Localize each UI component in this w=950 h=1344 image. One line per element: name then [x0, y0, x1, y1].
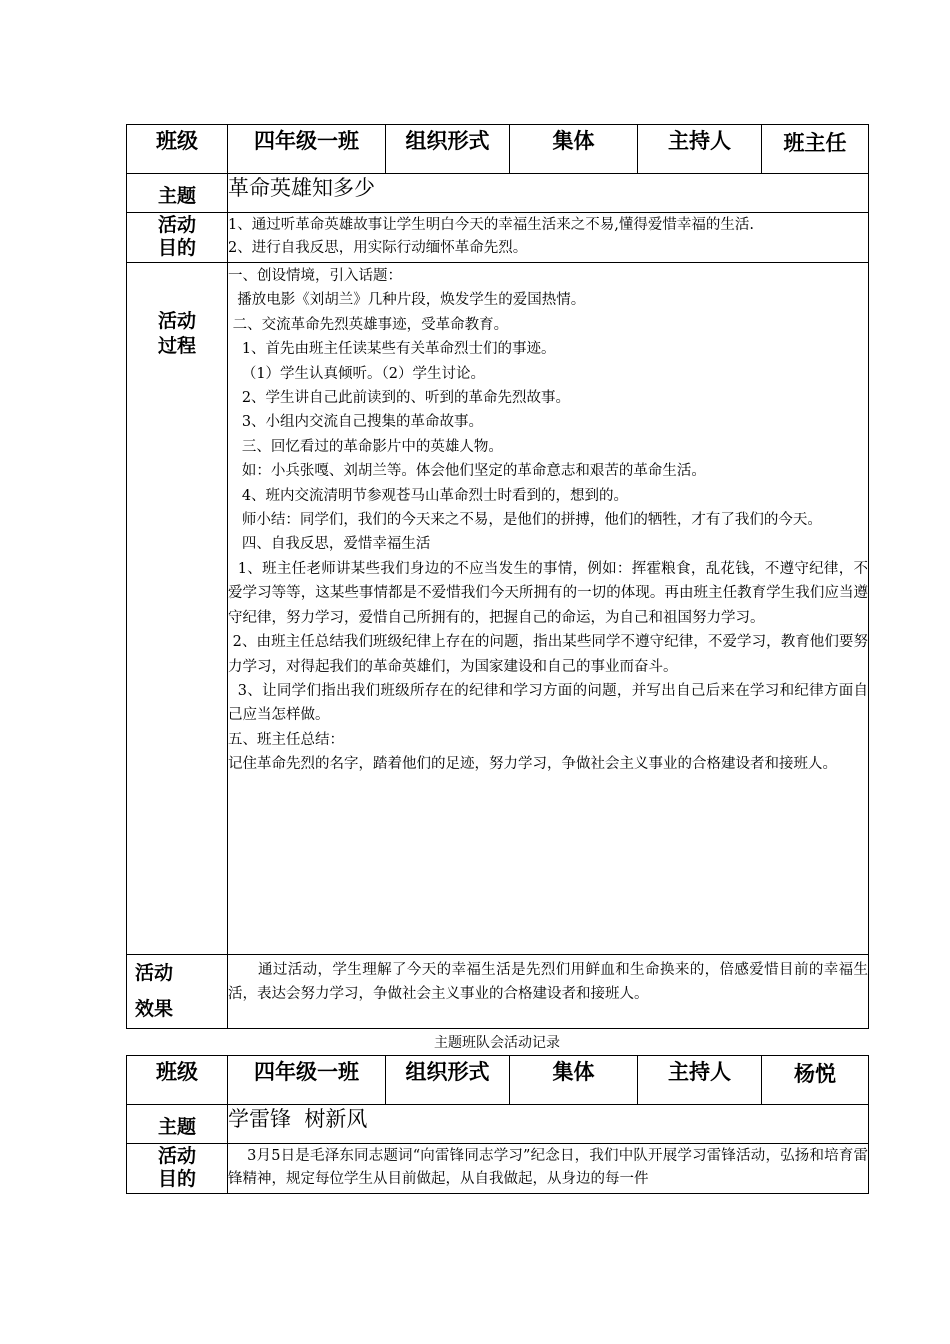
host-label: 主持人 [638, 125, 762, 174]
purpose-content [228, 213, 869, 263]
process-paragraph: 4、班内交流清明节参观苍马山革命烈士时看到的，想到的。 [228, 487, 629, 504]
effect-label-line-2: 效果 [135, 998, 174, 1020]
purpose-line-2: 2、进行自我反思，用实际行动缅怀革命先烈。 [228, 240, 528, 256]
effect-label-line-1: 活动 [135, 962, 174, 984]
process-paragraph: 五、班主任总结： [228, 731, 344, 748]
process-paragraph: 3、让同学们指出我们班级所存在的纪律和学习方面的问题，并写出自己后来在学习和纪律方面自己应当怎样做。 [228, 682, 868, 724]
process-paragraph: 一、创设情境，引入话题： [228, 268, 402, 284]
purpose-row [127, 1144, 869, 1194]
process-paragraph: 四、自我反思，爱惜幸福生活 [228, 536, 431, 553]
process-paragraph: 三、回忆看过的革命影片中的英雄人物。 [228, 438, 503, 455]
purpose-line-1: 1、通过听革命英雄故事让学生明白今天的幸福生活来之不易,懂得爱惜幸福的生活. [228, 217, 754, 233]
class-value: 四年级一班 [228, 125, 386, 174]
host-value: 班主任 [762, 125, 869, 174]
effect-label [127, 955, 228, 1029]
process-paragraph: 3、小组内交流自己搜集的革命故事。 [228, 414, 484, 431]
activity-record-table-1 [126, 124, 869, 1029]
class-value: 四年级一班 [228, 1056, 386, 1105]
topic-label: 主题 [127, 174, 228, 213]
class-label: 班级 [127, 125, 228, 174]
process-paragraph: 播放电影《刘胡兰》几种片段，焕发学生的爱国热情。 [228, 292, 586, 309]
topic-row [127, 1105, 869, 1144]
class-label: 班级 [127, 1056, 228, 1105]
host-label: 主持人 [638, 1056, 762, 1105]
effect-row [127, 955, 869, 1029]
process-content [228, 263, 869, 955]
process-paragraph: （1）学生认真倾听。（2）学生讨论。 [228, 365, 486, 382]
process-paragraph: 1、班主任老师讲某些我们身边的不应当发生的事情，例如：挥霍粮食，乱花钱，不遵守纪律，不爱学习等等，这某些事情都是不爱惜我们今天所拥有的一切的体现。再由班主任教育学生我们应当遵守纪律，努力学习，爱惜自己所拥有的，把握自己的命运，为自己和祖国努力学习。 [228, 560, 868, 626]
process-row [127, 263, 869, 955]
header-row [127, 125, 869, 174]
process-paragraph: 2、由班主任总结我们班级纪律上存在的问题，指出某些同学不遵守纪律，不爱学习，教育他们要努力学习，对得起我们的革命英雄们，为国家建设和自己的事业而奋斗。 [228, 634, 868, 675]
process-paragraph: 师小结：同学们，我们的今天来之不易，是他们的拼搏，他们的牺牲，才有了我们的今天。 [228, 512, 822, 529]
purpose-label [127, 1144, 228, 1194]
topic-value: 学雷锋 树新风 [228, 1105, 869, 1144]
process-paragraph: 如：小兵张嘎、刘胡兰等。体会他们坚定的革命意志和艰苦的革命生活。 [228, 463, 706, 480]
form-label: 组织形式 [386, 125, 510, 174]
activity-record-table-2 [126, 1055, 869, 1194]
purpose-row [127, 213, 869, 263]
process-paragraph: 记住革命先烈的名字，踏着他们的足迹，努力学习，争做社会主义事业的合格建设者和接班人。 [228, 756, 837, 773]
effect-content: 通过活动，学生理解了今天的幸福生活是先烈们用鲜血和生命换来的，倍感爱惜目前的幸福生活，表达会努力学习，争做社会主义事业的合格建设者和接班人。 [228, 955, 869, 1029]
process-paragraph: 1、首先由班主任读某些有关革命烈士们的事迹。 [228, 341, 556, 358]
process-label-line-2: 过程 [157, 335, 196, 357]
process-paragraph: 2、学生讲自己此前读到的、听到的革命先烈故事。 [228, 390, 571, 407]
topic-label: 主题 [127, 1105, 228, 1144]
process-label [127, 263, 228, 955]
purpose-label-line-1: 活动 [157, 1145, 196, 1167]
section-caption: 主题班队会活动记录 [434, 1035, 560, 1051]
host-value: 杨悦 [762, 1056, 869, 1105]
purpose-label-line-1: 活动 [157, 214, 196, 236]
header-row [127, 1056, 869, 1105]
purpose-label [127, 213, 228, 263]
form-value: 集体 [510, 1056, 638, 1105]
process-paragraph: 二、交流革命先烈英雄事迹，受革命教育。 [228, 316, 509, 333]
form-label: 组织形式 [386, 1056, 510, 1105]
topic-value: 革命英雄知多少 [228, 174, 869, 213]
form-value: 集体 [510, 125, 638, 174]
purpose-label-line-2: 目的 [157, 237, 196, 259]
purpose-label-line-2: 目的 [157, 1168, 196, 1190]
process-label-line-1: 活动 [157, 310, 196, 332]
purpose-content: 3月5日是毛泽东同志题词“向雷锋同志学习”纪念日，我们中队开展学习雷锋活动，弘扬和培育雷锋精神，规定每位学生从目前做起，从自我做起，从身边的每一件 [228, 1144, 869, 1194]
topic-row [127, 174, 869, 213]
